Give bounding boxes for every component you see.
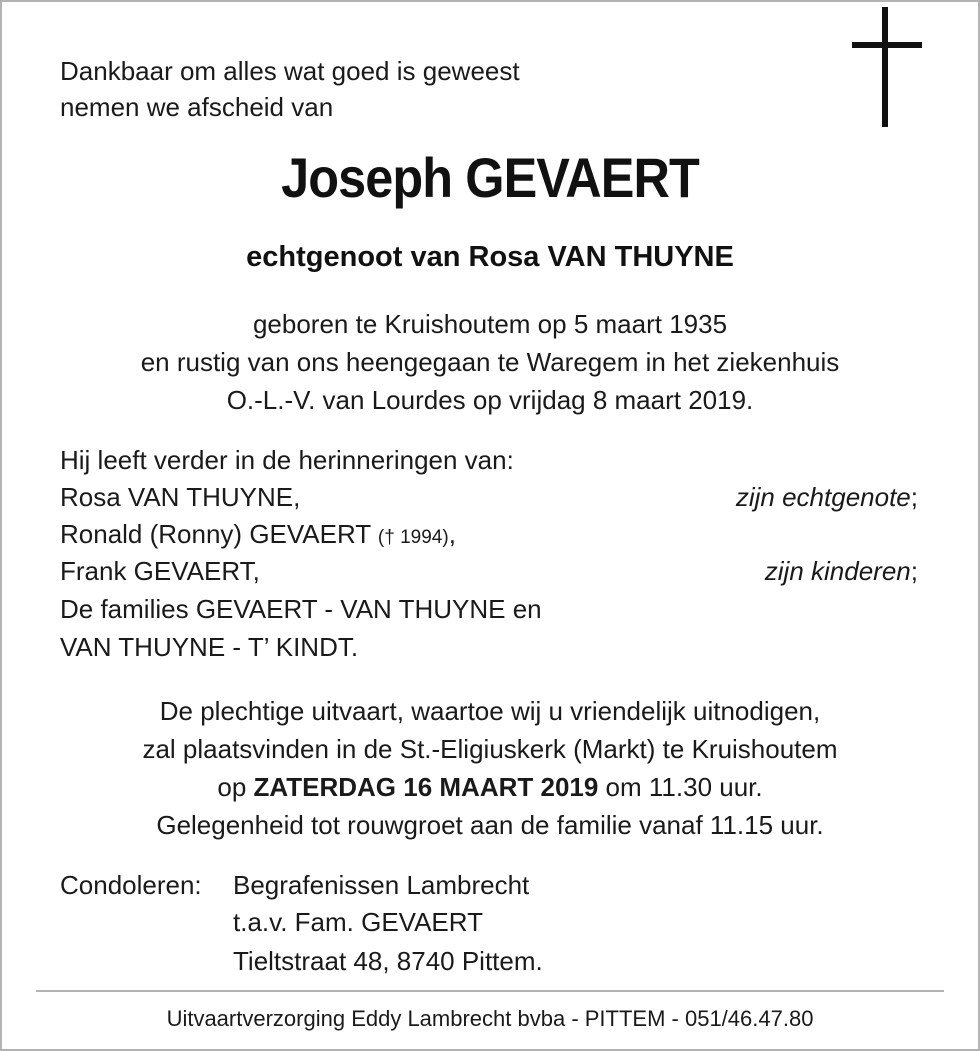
funeral-time: om 11.30 uur. — [598, 772, 763, 802]
birth-line-3: O.-L.-V. van Lourdes op vrijdag 8 maart 2019. — [226, 385, 754, 415]
role-echtgenote — [736, 479, 918, 515]
memories-heading: Hij leeft verder in de herinneringen van: — [60, 445, 514, 475]
memory-families-2: VAN THUYNE - T’ KINDT. — [60, 632, 359, 662]
footer-divider — [36, 990, 944, 992]
ronald-deceased-note: († 1994) — [377, 527, 449, 548]
condolences-line-3: Tieltstraat 48, 8740 Pittem. — [233, 946, 543, 976]
role-kinderen — [765, 553, 918, 589]
cross-horizontal-bar — [852, 42, 922, 48]
memory-ronald — [60, 516, 456, 556]
footer-text: Uitvaartverzorging Eddy Lambrecht bvba - PITTEM - 051/46.47.80 — [166, 1006, 814, 1031]
intro-line-2: nemen we afscheid van — [60, 92, 334, 122]
cross-vertical-bar — [882, 7, 888, 127]
condolences-line-1: Begrafenissen Lambrecht — [233, 870, 530, 900]
funeral-line-3 — [0, 769, 980, 805]
memory-frank: Frank GEVAERT, — [60, 556, 260, 586]
deceased-name: Joseph GEVAERT — [281, 146, 699, 209]
funeral-date: ZATERDAG 16 MAART 2019 — [253, 772, 599, 802]
memory-families-1: De families GEVAERT - VAN THUYNE en — [60, 594, 542, 624]
funeral-line-4: Gelegenheid tot rouwgroet aan de familie vanaf 11.15 uur. — [156, 810, 824, 840]
condolences-line-2: t.a.v. Fam. GEVAERT — [233, 907, 483, 937]
condolences-label: Condoleren: — [60, 870, 202, 900]
ronald-punct: , — [448, 519, 456, 549]
funeral-line-2: zal plaatsvinden in de St.-Eligiuskerk (Markt) te Kruishoutem — [142, 734, 838, 764]
spouse-line: echtgenoot van Rosa VAN THUYNE — [246, 241, 734, 273]
role-punct: ; — [910, 556, 918, 586]
birth-line-1: geboren te Kruishoutem op 5 maart 1935 — [252, 309, 728, 339]
role-label: zijn kinderen — [764, 556, 911, 586]
intro-line-1: Dankbaar om alles wat goed is geweest — [60, 56, 520, 86]
role-punct: ; — [910, 482, 918, 512]
birth-line-2: en rustig van ons heengegaan te Waregem in het ziekenhuis — [140, 347, 840, 377]
role-label: zijn echtgenote — [735, 482, 911, 512]
funeral-date-prefix: op — [217, 772, 254, 802]
funeral-line-1: De plechtige uitvaart, waartoe wij u vriendelijk uitnodigen, — [159, 696, 821, 726]
memory-rosa: Rosa VAN THUYNE, — [60, 482, 301, 512]
ronald-name: Ronald (Ronny) GEVAERT — [60, 519, 378, 549]
